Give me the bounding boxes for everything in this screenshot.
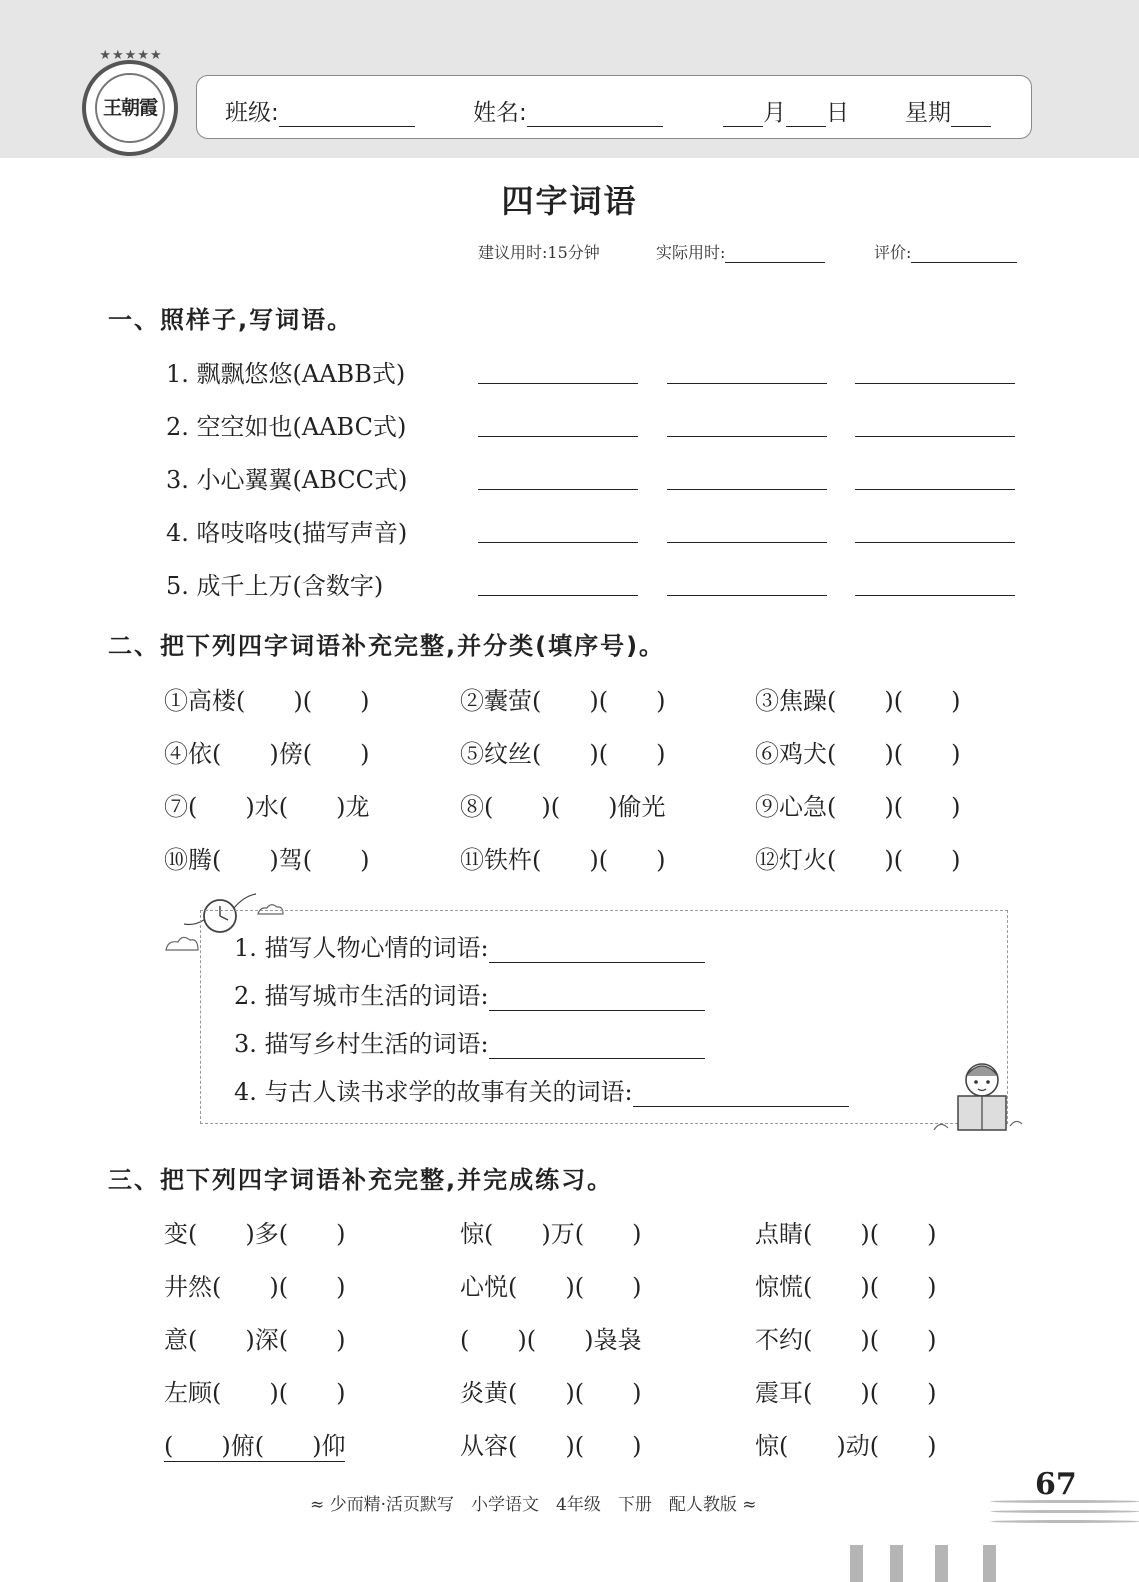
section1-item: 4. 咯吱咯吱(描写声音) bbox=[166, 519, 408, 547]
weekday-input[interactable] bbox=[951, 102, 991, 127]
idiom-blank[interactable]: 不约( )( ) bbox=[755, 1326, 937, 1354]
edge-tab bbox=[983, 1545, 996, 1582]
idiom-blank[interactable]: ⑫灯火( )( ) bbox=[755, 846, 961, 874]
answer-blank[interactable] bbox=[667, 542, 827, 543]
answer-blank[interactable] bbox=[855, 595, 1015, 596]
idiom-blank[interactable]: 惊( )动( ) bbox=[755, 1432, 937, 1460]
rating-input[interactable] bbox=[911, 244, 1017, 263]
answer-blank[interactable] bbox=[478, 489, 638, 490]
idiom-blank[interactable]: ⑦( )水( )龙 bbox=[164, 793, 370, 821]
idiom-blank[interactable]: ⑤纹丝( )( ) bbox=[460, 740, 666, 768]
rating-field bbox=[874, 240, 1017, 263]
class-field bbox=[225, 94, 415, 127]
actual-time-field bbox=[656, 240, 825, 263]
page-number: 67 bbox=[1035, 1467, 1077, 1502]
answer-blank[interactable] bbox=[478, 383, 638, 384]
section1-item: 5. 成千上万(含数字) bbox=[166, 572, 384, 600]
student-info-box bbox=[196, 75, 1032, 139]
answer-blank[interactable] bbox=[478, 595, 638, 596]
star-icon: ★★★★★ bbox=[99, 48, 163, 63]
category-item bbox=[234, 976, 705, 1011]
idiom-blank[interactable]: ③焦躁( )( ) bbox=[755, 687, 961, 715]
answer-blank[interactable] bbox=[478, 436, 638, 437]
section2-heading: 二、把下列四字词语补充完整,并分类(填序号)。 bbox=[108, 632, 666, 660]
idiom-blank[interactable]: ⑪铁杵( )( ) bbox=[460, 846, 666, 874]
answer-blank[interactable] bbox=[667, 436, 827, 437]
idiom-blank[interactable]: ( )( )袅袅 bbox=[460, 1326, 642, 1354]
logo-text: 王朝霞 bbox=[102, 97, 157, 119]
reading-girl-icon bbox=[930, 1056, 1026, 1136]
page-title: 四字词语 bbox=[501, 182, 638, 220]
actual-time-input[interactable] bbox=[725, 244, 825, 263]
idiom-blank[interactable]: 从容( )( ) bbox=[460, 1432, 642, 1460]
name-field bbox=[473, 94, 663, 127]
name-label: 姓名: bbox=[473, 100, 527, 126]
section1-heading: 一、照样子,写词语。 bbox=[108, 306, 354, 334]
category-label: 1. 描写人物心情的词语: bbox=[234, 934, 489, 962]
date-field bbox=[723, 94, 849, 127]
edge-tab bbox=[850, 1545, 863, 1582]
idiom-blank[interactable]: 点睛( )( ) bbox=[755, 1220, 937, 1248]
idiom-blank[interactable]: ⑩腾( )驾( ) bbox=[164, 846, 370, 874]
footer-text: ≈ 少而精·活页默写 小学语文 4年级 下册 配人教版 ≈ bbox=[310, 1495, 757, 1515]
day-label: 日 bbox=[826, 100, 849, 126]
category-item bbox=[234, 1072, 849, 1107]
actual-time-label: 实际用时: bbox=[656, 243, 726, 262]
idiom-blank[interactable]: 井然( )( ) bbox=[164, 1273, 346, 1301]
idiom-blank[interactable]: ⑧( )( )偷光 bbox=[460, 793, 666, 821]
answer-blank[interactable] bbox=[667, 595, 827, 596]
category-item bbox=[234, 928, 705, 963]
answer-blank[interactable] bbox=[478, 542, 638, 543]
idiom-blank[interactable]: 惊( )万( ) bbox=[460, 1220, 642, 1248]
rating-label: 评价: bbox=[874, 243, 912, 262]
answer-blank[interactable] bbox=[667, 383, 827, 384]
category-item bbox=[234, 1024, 705, 1059]
category-answer[interactable] bbox=[489, 1034, 705, 1059]
idiom-blank[interactable]: ⑥鸡犬( )( ) bbox=[755, 740, 961, 768]
day-input[interactable] bbox=[786, 102, 826, 127]
category-answer[interactable] bbox=[633, 1082, 849, 1107]
category-answer[interactable] bbox=[489, 938, 705, 963]
category-label: 3. 描写乡村生活的词语: bbox=[234, 1030, 489, 1058]
idiom-blank[interactable]: ①高楼( )( ) bbox=[164, 687, 370, 715]
answer-blank[interactable] bbox=[855, 542, 1015, 543]
week-label: 星期 bbox=[905, 100, 951, 126]
section1-item: 3. 小心翼翼(ABCC式) bbox=[166, 466, 408, 494]
idiom-blank[interactable]: 意( )深( ) bbox=[164, 1326, 346, 1354]
category-label: 2. 描写城市生活的词语: bbox=[234, 982, 489, 1010]
idiom-blank[interactable]: 惊慌( )( ) bbox=[755, 1273, 937, 1301]
section1-item: 1. 飘飘悠悠(AABB式) bbox=[166, 360, 406, 388]
category-label: 4. 与古人读书求学的故事有关的词语: bbox=[234, 1078, 633, 1106]
idiom-blank[interactable]: 心悦( )( ) bbox=[460, 1273, 642, 1301]
section3-heading: 三、把下列四字词语补充完整,并完成练习。 bbox=[108, 1166, 614, 1194]
idiom-blank[interactable]: ②囊萤( )( ) bbox=[460, 687, 666, 715]
answer-blank[interactable] bbox=[855, 383, 1015, 384]
month-input[interactable] bbox=[723, 102, 763, 127]
name-input[interactable] bbox=[527, 102, 663, 127]
category-answer[interactable] bbox=[489, 986, 705, 1011]
idiom-blank-underlined[interactable]: ( )俯( )仰 bbox=[164, 1426, 345, 1462]
idiom-blank[interactable]: 变( )多( ) bbox=[164, 1220, 346, 1248]
idiom-blank[interactable]: ④依( )傍( ) bbox=[164, 740, 370, 768]
idiom-blank[interactable]: 震耳( )( ) bbox=[755, 1379, 937, 1407]
answer-blank[interactable] bbox=[667, 489, 827, 490]
section1-item: 2. 空空如也(AABC式) bbox=[166, 413, 407, 441]
wave-decoration bbox=[990, 1510, 1139, 1513]
idiom-blank[interactable]: 左顾( )( ) bbox=[164, 1379, 346, 1407]
suggested-time: 建议用时:15分钟 bbox=[478, 243, 600, 262]
class-label: 班级: bbox=[225, 100, 279, 126]
wave-decoration bbox=[990, 1520, 1139, 1523]
class-input[interactable] bbox=[279, 102, 415, 127]
month-label: 月 bbox=[763, 100, 786, 126]
wave-decoration bbox=[990, 1500, 1139, 1503]
idiom-blank[interactable]: 炎黄( )( ) bbox=[460, 1379, 642, 1407]
weekday-field bbox=[905, 94, 991, 127]
answer-blank[interactable] bbox=[855, 436, 1015, 437]
edge-tab bbox=[935, 1545, 948, 1582]
idiom-blank[interactable]: ⑨心急( )( ) bbox=[755, 793, 961, 821]
edge-tab bbox=[890, 1545, 903, 1582]
publisher-logo bbox=[82, 48, 178, 156]
answer-blank[interactable] bbox=[855, 489, 1015, 490]
